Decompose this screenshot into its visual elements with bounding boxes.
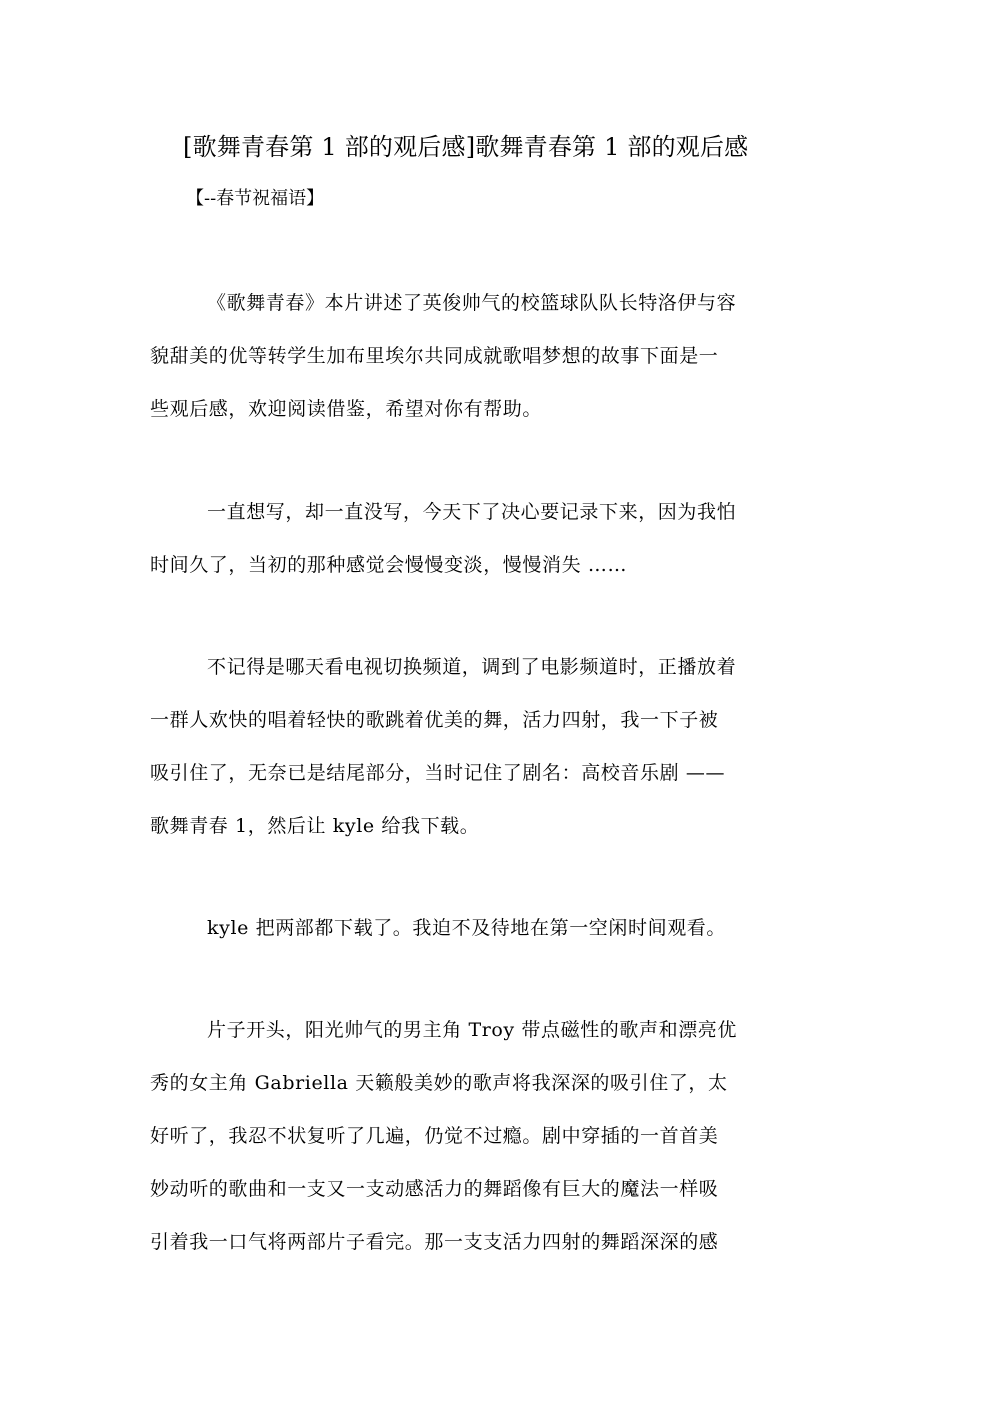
paragraph-line: 一直想写，却一直没写，今天下了决心要记录下来，因为我怕 bbox=[207, 501, 737, 523]
paragraph-line: 歌舞青春 1，然后让 kyle 给我下载。 bbox=[150, 815, 480, 837]
paragraph-line: 貌甜美的优等转学生加布里埃尔共同成就歌唱梦想的故事下面是一 bbox=[150, 345, 719, 367]
paragraph-line: 些观后感，欢迎阅读借鉴，希望对你有帮助。 bbox=[150, 398, 543, 420]
paragraph-line: 吸引住了，无奈已是结尾部分，当时记住了剧名：高校音乐剧 —— bbox=[150, 762, 726, 784]
paragraph-line: 好听了，我忍不状复听了几遍，仍觉不过瘾。剧中穿插的一首首美 bbox=[150, 1125, 719, 1147]
paragraph-line: 《歌舞青春》本片讲述了英俊帅气的校篮球队队长特洛伊与容 bbox=[207, 292, 737, 314]
paragraph-line: 时间久了，当初的那种感觉会慢慢变淡，慢慢消失 …… bbox=[150, 554, 628, 576]
paragraph-line: 片子开头，阳光帅气的男主角 Troy 带点磁性的歌声和漂亮优 bbox=[207, 1019, 738, 1041]
paragraph-line: 秀的女主角 Gabriella 天籁般美妙的歌声将我深深的吸引住了，太 bbox=[150, 1072, 728, 1094]
paragraph-line: 引着我一口气将两部片子看完。那一支支活力四射的舞蹈深深的感 bbox=[150, 1231, 719, 1253]
paragraph-line: 妙动听的歌曲和一支又一支动感活力的舞蹈像有巨大的魔法一样吸 bbox=[150, 1178, 719, 1200]
document-title: [歌舞青春第 1 部的观后感]歌舞青春第 1 部的观后感 bbox=[183, 133, 749, 161]
document-subtitle: 【--春节祝福语】 bbox=[186, 188, 325, 209]
paragraph-line: kyle 把两部都下载了。我迫不及待地在第一空闲时间观看。 bbox=[207, 917, 727, 939]
paragraph-line: 一群人欢快的唱着轻快的歌跳着优美的舞，活力四射，我一下子被 bbox=[150, 709, 719, 731]
paragraph-line: 不记得是哪天看电视切换频道，调到了电影频道时，正播放着 bbox=[207, 656, 737, 678]
